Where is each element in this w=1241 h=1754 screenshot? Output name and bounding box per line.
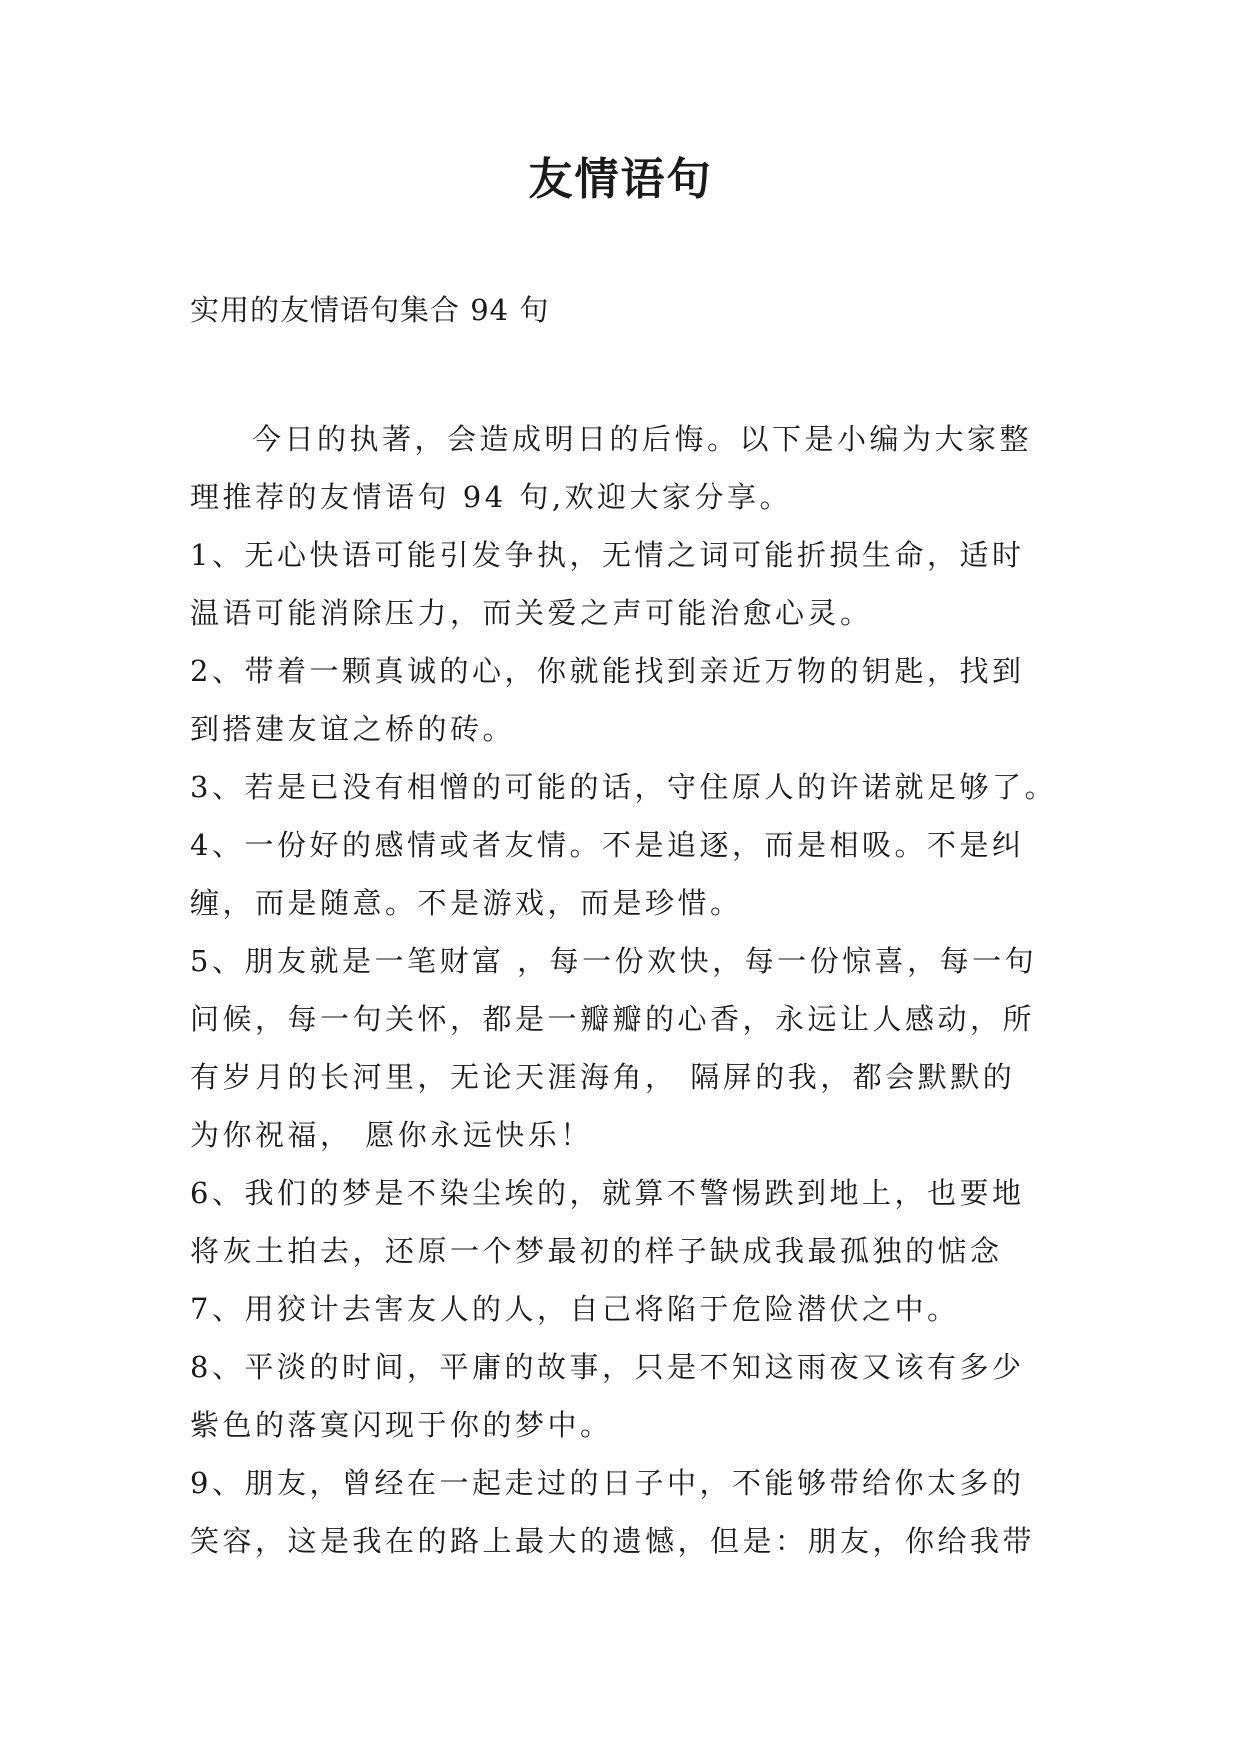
body-line: 3、若是已没有相憎的可能的话，守住原人的许诺就足够了。: [190, 770, 1057, 804]
body-line: 到搭建友谊之桥的砖。: [190, 712, 516, 746]
body-line: 今日的执著，会造成明日的后悔。以下是小编为大家整: [252, 422, 1033, 456]
body-line: 笑容，这是我在的路上最大的遗憾，但是：朋友，你给我带: [190, 1524, 1036, 1558]
body-line: 1、无心快语可能引发争执，无情之词可能折损生命，适时: [190, 538, 1025, 572]
body-line: 紫色的落寞闪现于你的梦中。: [190, 1408, 613, 1442]
body-line: 6、我们的梦是不染尘埃的，就算不警惕跌到地上，也要地: [190, 1176, 1025, 1210]
body-line: 缠，而是随意。不是游戏，而是珍惜。: [190, 886, 743, 920]
body-line: 4、一份好的感情或者友情。不是追逐，而是相吸。不是纠: [190, 828, 1025, 862]
body-line: 7、用狡计去害友人的人，自己将陷于危险潜伏之中。: [190, 1292, 960, 1326]
body-line: 5、朋友就是一笔财富 ，每一份欢快，每一份惊喜，每一句: [190, 944, 1038, 978]
body-line: 理推荐的友情语句 94 句,欢迎大家分享。: [190, 480, 793, 514]
body-line: 8、平淡的时间，平庸的故事，只是不知这雨夜又该有多少: [190, 1350, 1025, 1384]
body-line: 2、带着一颗真诚的心，你就能找到亲近万物的钥匙，找到: [190, 654, 1025, 688]
body-line: 9、朋友，曾经在一起走过的日子中，不能够带给你太多的: [190, 1466, 1025, 1500]
body-line: 有岁月的长河里，无论天涯海角， 隔屏的我，都会默默的: [190, 1060, 1016, 1094]
document-body: [190, 410, 1070, 1570]
body-line: 温语可能消除压力，而关爱之声可能治愈心灵。: [190, 596, 873, 630]
body-line: 为你祝福， 愿你永远快乐！: [190, 1118, 593, 1152]
body-line: 问候，每一句关怀，都是一瓣瓣的心香，永远让人感动，所: [190, 1002, 1036, 1036]
document-subtitle: 实用的友情语句集合 94 句: [190, 293, 550, 327]
body-line: 将灰土拍去，还原一个梦最初的样子缺成我最孤独的惦念: [190, 1234, 1003, 1268]
document-title: 友情语句: [528, 154, 713, 205]
